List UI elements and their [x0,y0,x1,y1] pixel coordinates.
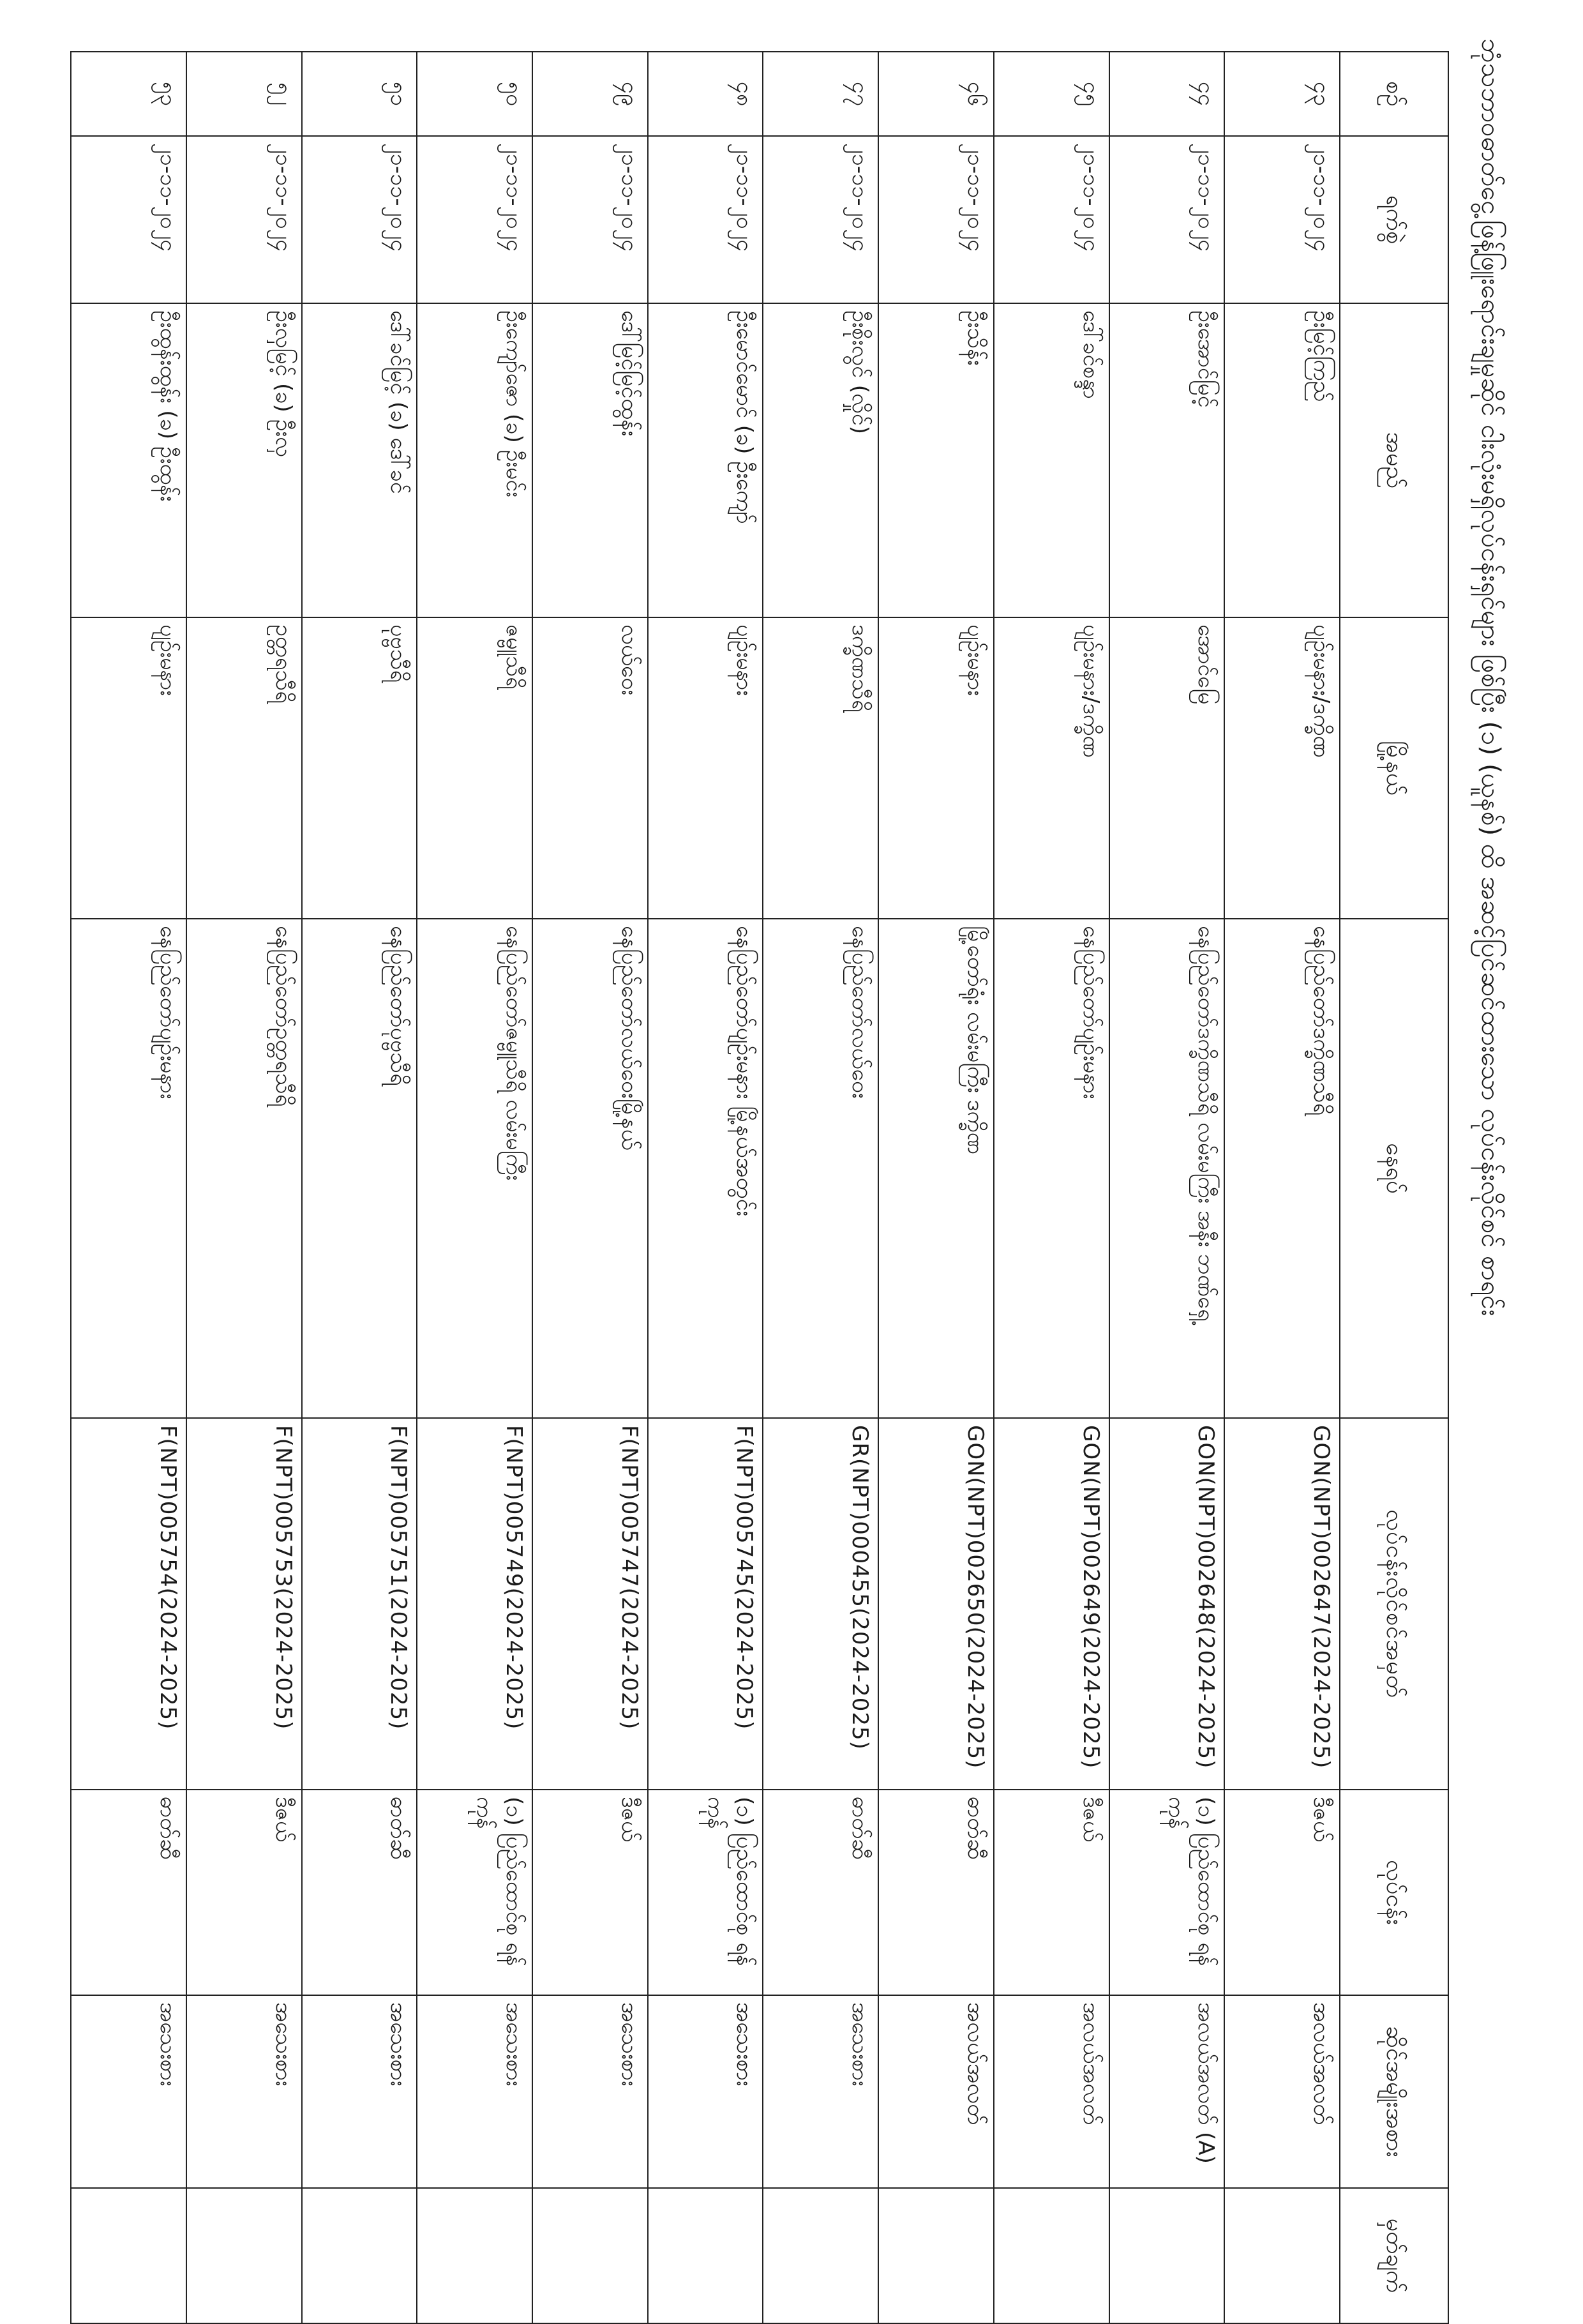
cell-remark [648,2188,763,2323]
cell-name: ဦးမြင့်ကြည် [1224,303,1340,617]
cell-township: အောင်မြေ [1109,617,1225,919]
cell-remark [417,2188,532,2323]
cell-no: ၅၁ [302,52,417,136]
header-license: လုပ်ငန်းလိုင်စင်အမှတ် [1340,1418,1448,1790]
cell-date: ၂၁-၁၁-၂၀၂၄ [763,136,878,303]
header-remark: မှတ်ချက် [1340,2188,1448,2323]
cell-no: ၅၃ [71,52,186,136]
cell-name: ဦးကျော်ဇော (ခ) ဦးမင်း [417,303,532,617]
cell-date: ၂၁-၁၁-၂၀၂၄ [1109,136,1225,303]
cell-date: ၂၁-၁၁-၂၀၂၄ [1224,136,1340,303]
cell-remark [1224,2188,1340,2323]
cell-date: ၂၁-၁၁-၂၀၂၄ [186,136,302,303]
cell-address: နေပြည်တော်ပျဉ်းမနား မြို့နယ်အတွင်း [648,919,763,1418]
cell-date: ၂၁-၁၁-၂၀၂၄ [648,136,763,303]
cell-name: ဦးမောင်မောင် (ခ) ဦးကျော် [648,303,763,617]
cell-license: GON(NPT)002649(2024-2025) [994,1418,1109,1790]
cell-township: ပျဉ်းမနား [648,617,763,919]
cell-remark [1109,2188,1225,2323]
cell-township: ပျဉ်းမနား [878,617,994,919]
cell-address: နေပြည်တော်ဒက္ခိဏသီရိ လမ်းမကြီး အနီး ဘဏ်ရှေ့ [1109,919,1225,1418]
cell-license: F(NPT)005753(2024-2025) [186,1418,302,1790]
cell-township: ပျဉ်းမနား/ဒက္ခိဏ [1224,617,1340,919]
cell-no: ၄၉ [532,52,648,136]
cell-market: အသေးစား [763,1995,878,2188]
cell-license: F(NPT)005751(2024-2025) [302,1418,417,1790]
cell-license: F(NPT)005745(2024-2025) [648,1418,763,1790]
table-row [302,52,417,2323]
cell-township: ပုဗ္ဗသီရိ [302,617,417,919]
cell-date: ၂၁-၁၁-၂၀၂၄ [878,136,994,303]
cell-remark [532,2188,648,2323]
cell-license: GON(NPT)002647(2024-2025) [1224,1418,1340,1790]
document-title: ဘုံသဘာဝဓာတ်ငွေ့ဖြန့်ဖြူးရောင်းချမှုဆိုင် ငါးလုံးမရှိလုပ်ငန်းရှင်များ ဖြစ်ပြီး (၁) (ယူနစ်) ထိ အဆင့်ပြင်ဆင်ထားသော လုပ်ငန်းလိုင်စင် စာရင်း [1476,38,1505,1317]
cell-address: နေပြည်တော်လယ်ဝေး [763,919,878,1418]
cell-name: ဦးစိုးလွင် (လှိုင်) [763,303,878,617]
cell-market: အလယ်အလတ် [878,1995,994,2188]
table-row [763,52,878,2323]
cell-no: ၄၇ [763,52,878,136]
cell-license: F(NPT)005754(2024-2025) [71,1418,186,1790]
cell-type: ဒီဇယ် [186,1790,302,1995]
header-market: ဆိုင်အမျိုးအစား [1340,1995,1448,2188]
cell-address: နေပြည်တော်လယ်ဝေးမြို့နယ် [532,919,648,1418]
header-no: စဉ် [1340,52,1448,136]
cell-name: ဒေါ်မြင့်မြင့်ထွန်း [532,303,648,617]
cell-date: ၂၁-၁၁-၂၀၂၄ [532,136,648,303]
header-township: မြို့နယ် [1340,617,1448,919]
cell-name: ဦးအောင်မြင့် [1109,303,1225,617]
header-date: ရက်စွဲ [1340,136,1448,303]
cell-type: ဒီဇယ် [994,1790,1109,1995]
header-name: အမည် [1340,303,1448,617]
cell-remark [71,2188,186,2323]
cell-type: (၁) ပြည်ထောင်စု ရန်ကုန် [1109,1790,1225,1995]
cell-date: ၂၁-၁၁-၂၀၂၄ [302,136,417,303]
cell-license: GON(NPT)002650(2024-2025) [878,1418,994,1790]
cell-market: အသေးစား [186,1995,302,2188]
cell-type: ဒီဇယ် [1224,1790,1340,1995]
cell-name: ဦးလှမြင့် (ခ) ဦးလှ [186,303,302,617]
cell-address: နေပြည်တော်ပျဉ်းမနား [71,919,186,1418]
cell-type: (၁) ပြည်ထောင်စု ရန်ကုန် [648,1790,763,1995]
table-row [186,52,302,2323]
cell-township: ဒက္ခိဏသီရိ [763,617,878,919]
cell-license: F(NPT)005747(2024-2025) [532,1418,648,1790]
cell-address: နေပြည်တော်ဥတ္တရသီရိ [186,919,302,1418]
header-address: နေရပ် [1340,919,1448,1418]
cell-market: အသေးစား [532,1995,648,2188]
cell-name: ဦးသိန်း [878,303,994,617]
cell-no: ၄၆ [878,52,994,136]
cell-type: ဓာတ်ဆီ [878,1790,994,1995]
cell-no: ၄၈ [648,52,763,136]
cell-remark [186,2188,302,2323]
cell-market: အသေးစား [302,1995,417,2188]
cell-market: အလယ်အလတ် (A) [1109,1995,1225,2188]
cell-type: ဓာတ်ဆီ [71,1790,186,1995]
table-row [532,52,648,2323]
cell-remark [763,2188,878,2323]
table-row [417,52,532,2323]
cell-no: ၄၄ [1109,52,1225,136]
cell-no: ၄၅ [994,52,1109,136]
cell-remark [302,2188,417,2323]
header-type: လုပ်ငန်း [1340,1790,1448,1995]
cell-remark [994,2188,1109,2323]
cell-date: ၂၁-၁၁-၂၀၂၄ [994,136,1109,303]
cell-address: နေပြည်တော်ဒက္ခိဏသီရိ [1224,919,1340,1418]
cell-township: ပျဉ်းမနား [71,617,186,919]
cell-date: ၂၁-၁၁-၂၀၂၄ [417,136,532,303]
cell-address: မြို့တော်ရုံး လမ်းမကြီး ဒက္ခိဏ [878,919,994,1418]
cell-type: ဓာတ်ဆီ [763,1790,878,1995]
table-row [1109,52,1225,2323]
cell-date: ၂၁-၁၁-၂၀၂၄ [71,136,186,303]
table-row [71,52,186,2323]
table-header-row [1340,52,1448,2323]
table-row [994,52,1109,2323]
table-row [648,52,763,2323]
cell-no: ၄၃ [1224,52,1340,136]
cell-market: အလယ်အလတ် [1224,1995,1340,2188]
cell-township: ဇမ္ဗူသီရိ [417,617,532,919]
cell-no: ၅၂ [186,52,302,136]
cell-remark [878,2188,994,2323]
document-sheet [32,26,1519,2293]
license-register-table [70,51,1449,2324]
table-body [71,52,1340,2323]
cell-name: ဒေါ်ခင်စန္ဒာ [994,303,1109,617]
cell-type: ဒီဇယ် [532,1790,648,1995]
cell-type: ဓာတ်ဆီ [302,1790,417,1995]
cell-license: F(NPT)005749(2024-2025) [417,1418,532,1790]
cell-address: နေပြည်တော်ဇမ္ဗူသီရိ လမ်းမကြီး [417,919,532,1418]
cell-type: (၁) ပြည်ထောင်စု ရန်ကုန် [417,1790,532,1995]
cell-township: လယ်ဝေး [532,617,648,919]
cell-address: နေပြည်တော်ပုဗ္ဗသီရိ [302,919,417,1418]
cell-market: အသေးစား [417,1995,532,2188]
cell-license: GON(NPT)002648(2024-2025) [1109,1418,1225,1790]
cell-name: ဒေါ်ခင်မြင့် (ခ) ဒေါ်ခင် [302,303,417,617]
cell-market: အလယ်အလတ် [994,1995,1109,2188]
cell-township: ဥတ္တရသီရိ [186,617,302,919]
cell-no: ၅၀ [417,52,532,136]
cell-name: ဦးထွန်းထွန်း (ခ) ဦးထွန်း [71,303,186,617]
cell-address: နေပြည်တော်ပျဉ်းမနား [994,919,1109,1418]
cell-township: ပျဉ်းမနား/ဒက္ခိဏ [994,617,1109,919]
cell-license: GR(NPT)000455(2024-2025) [763,1418,878,1790]
cell-market: အသေးစား [71,1995,186,2188]
table-row [878,52,994,2323]
table-row [1224,52,1340,2323]
cell-market: အသေးစား [648,1995,763,2188]
